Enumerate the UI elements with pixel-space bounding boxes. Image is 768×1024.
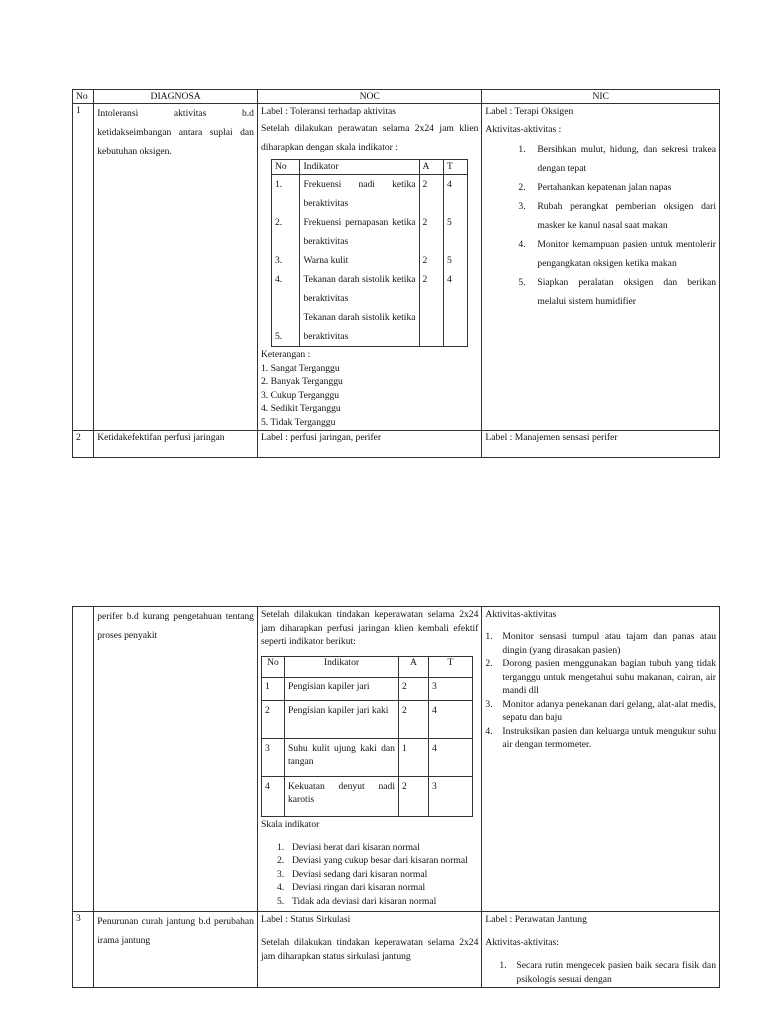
ind-no: 3. [274, 255, 283, 266]
ind-a: 2 [422, 179, 428, 190]
ind-no: 1. [274, 179, 283, 190]
ind-t: 3 [428, 776, 472, 816]
keterangan-item: 1. Sangat Terganggu [260, 362, 340, 374]
keterangan-block [261, 348, 478, 429]
ind-text: Pengisian kapiler jari [284, 677, 398, 700]
ind-t: 5 [446, 217, 452, 228]
ind-a: 1 [398, 738, 428, 776]
ind-a-col [419, 175, 443, 347]
indicator-row [261, 738, 472, 776]
ind-t: 4 [446, 274, 452, 285]
indicator-row [261, 776, 472, 816]
ind-t: 4 [428, 738, 472, 776]
table-row [73, 104, 720, 431]
ind-text-col [300, 175, 419, 347]
list-item: 1. Bersihkan mulut, hidung, dan sekresi trakea dengan tepat [518, 144, 716, 174]
noc-label: Label : Toleransi terhadap aktivitas [260, 106, 396, 117]
ind-no: 4. [274, 274, 283, 285]
table-row [73, 607, 720, 912]
list-item: 4. Monitor kemampuan pasien untuk mentolerir pengangkatan oksigen ketika makan [518, 239, 716, 269]
skala-list [261, 841, 478, 909]
ind-header-t: T [428, 656, 472, 677]
row-number: 3 [73, 912, 94, 988]
noc-cell [257, 912, 481, 988]
nic-label: Label : Terapi Oksigen [485, 106, 574, 117]
ind-a: 2 [422, 274, 428, 285]
list-item: 5. Siapkan peralatan oksigen dan berikan melalui sistem humidifier [518, 277, 716, 307]
header-row [73, 90, 720, 104]
ind-text: Tekanan darah sistolik ketika beraktivitas [303, 274, 416, 304]
ind-header-t: T [443, 160, 467, 175]
nic-label: Label : Manajemen sensasi perifer [482, 431, 720, 458]
table-row [73, 431, 720, 458]
noc-text: Setelah dilakukan tindakan keperawatan selama 2x24 jam diharapkan status sirkulasi jantung [260, 937, 479, 962]
ind-t-col [443, 175, 467, 347]
table-row [73, 912, 720, 988]
ind-header-indikator: Indikator [300, 160, 419, 175]
nic-list [485, 959, 716, 986]
keterangan-item: 5. Tidak Terganggu [260, 416, 336, 428]
ind-a: 2 [422, 217, 428, 228]
nic-sub: Aktivitas-aktivitas [485, 609, 557, 620]
ind-text: Pengisian kapiler jari kaki [284, 700, 398, 738]
header-noc: NOC [257, 90, 481, 104]
ind-t: 4 [446, 179, 452, 190]
keterangan-item: 4. Sedikit Terganggu [260, 403, 341, 414]
ind-no: 5. [274, 331, 283, 342]
nic-list [485, 630, 716, 752]
nic-sub: Aktivitas-aktivitas: [485, 937, 559, 948]
nic-sub: Aktivitas-aktivitas : [485, 124, 562, 135]
ind-text: Tekanan darah sistolik ketika beraktivitas [303, 312, 416, 342]
row-number: 2 [73, 431, 94, 458]
ind-header-a: A [419, 160, 443, 175]
care-plan-table-1 [72, 89, 720, 458]
indicator-row [261, 677, 472, 700]
indicator-header-row [271, 160, 467, 175]
list-item: 3. Rubah perangkat pemberian oksigen dari masker ke kanul nasal saat makan [518, 201, 716, 231]
list-item: 5. Tidak ada deviasi dari kisaran normal [276, 895, 437, 907]
noc-label: Label : perfusi jaringan, perifer [257, 431, 481, 458]
keterangan-title: Keterangan : [260, 349, 311, 360]
nic-cell [482, 912, 720, 988]
ind-a: 2 [398, 677, 428, 700]
noc-text: Setelah dilakukan perawatan selama 2x24 jam klien diharapkan dengan skala indikator : [260, 123, 479, 153]
list-item: 4. Instruksikan pasien dan keluarga untuk mengukur suhu air dengan termometer. [485, 725, 716, 750]
ind-text: Warna kulit [303, 255, 349, 266]
ind-no: 4 [261, 776, 284, 816]
ind-text: Suhu kulit ujung kaki dan tangan [284, 738, 398, 776]
indicator-body-row [271, 175, 467, 347]
noc-text: Setelah dilakukan tindakan keperawatan selama 2x24 jam diharapkan perfusi jaringan klien kembali efektif seperti indikator berikut: [260, 609, 479, 647]
ind-text: Kekuatan denyut nadi karotis [284, 776, 398, 816]
ind-header-no: No [271, 160, 299, 175]
list-item: 1. Deviasi berat dari kisaran normal [276, 841, 420, 853]
ind-t: 5 [446, 255, 452, 266]
keterangan-item: 2. Banyak Terganggu [260, 376, 343, 387]
list-item: 1. Monitor sensasi tumpul atau tajam dan panas atau dingin (yang dirasakan pasien) [485, 631, 716, 656]
header-diagnosa: DIAGNOSA [94, 90, 258, 104]
ind-a: 2 [422, 255, 428, 266]
ind-no: 2. [274, 217, 283, 228]
ind-header-indikator: Indikator [284, 656, 398, 677]
ind-header-a: A [398, 656, 428, 677]
indicator-table [261, 656, 473, 817]
list-item: 2. Dorong pasien menggunakan bagian tubuh yang tidak terganggu untuk mengetahui suhu makanan, cairan, air mandi dll [485, 658, 716, 696]
ind-header-no: No [261, 656, 284, 677]
noc-cell [257, 104, 481, 431]
header-no: No [73, 90, 94, 104]
ind-no-col [271, 175, 299, 347]
ind-no: 2 [261, 700, 284, 738]
nic-cell [482, 607, 720, 912]
indicator-header-row [261, 656, 472, 677]
list-item: 4. Deviasi ringan dari kisaran normal [276, 882, 426, 893]
list-item: 2. Pertahankan kepatenan jalan napas [518, 182, 672, 193]
list-item: 3. Deviasi sedang dari kisaran normal [276, 868, 428, 880]
row-number: 1 [73, 104, 94, 431]
diagnosa-cell: perifer b.d kurang pengetahuan tentang proses penyakit [94, 607, 258, 912]
diagnosa-text: Ketidakefektifan perfusi jaringan [97, 432, 225, 443]
list-item: 3. Monitor adanya penekanan dari gelang, alat-alat medis, sepatu dan baju [485, 698, 716, 723]
noc-label: Label : Status Sirkulasi [260, 914, 351, 925]
nic-label: Label : Perawatan Jantung [485, 914, 587, 925]
keterangan-item: 3. Cukup Terganggu [260, 389, 340, 401]
nic-list [485, 140, 716, 311]
indicator-table-wrap [261, 159, 478, 347]
care-plan-table-2 [72, 606, 720, 988]
diagnosa-cell: Intoleransi aktivitas b.d ketidakseimbangan antara suplai dan kebutuhan oksigen. [94, 104, 258, 431]
ind-a: 2 [398, 700, 428, 738]
indicator-row [261, 700, 472, 738]
indicator-table [271, 159, 468, 347]
ind-t: 3 [428, 677, 472, 700]
ind-t: 4 [428, 700, 472, 738]
nic-cell [482, 104, 720, 431]
ind-no: 3 [261, 738, 284, 776]
skala-title: Skala indikator [260, 818, 320, 830]
diagnosa-cell [94, 431, 258, 458]
ind-text: Frekuensi nadi ketika beraktivitas [303, 179, 416, 209]
ind-text: Frekuensi pernapasan ketika beraktivitas [303, 217, 416, 247]
diagnosa-cell: Penurunan curah jantung b.d perubahan irama jantung [94, 912, 258, 988]
list-item: 1. Secara rutin mengecek pasien baik secara fisik dan psikologis sesuai dengan [499, 960, 716, 985]
header-nic: NIC [482, 90, 720, 104]
ind-a: 2 [398, 776, 428, 816]
row-number [73, 607, 94, 912]
noc-cell [257, 607, 481, 912]
list-item: 2. Deviasi yang cukup besar dari kisaran normal [276, 855, 468, 866]
ind-no: 1 [261, 677, 284, 700]
